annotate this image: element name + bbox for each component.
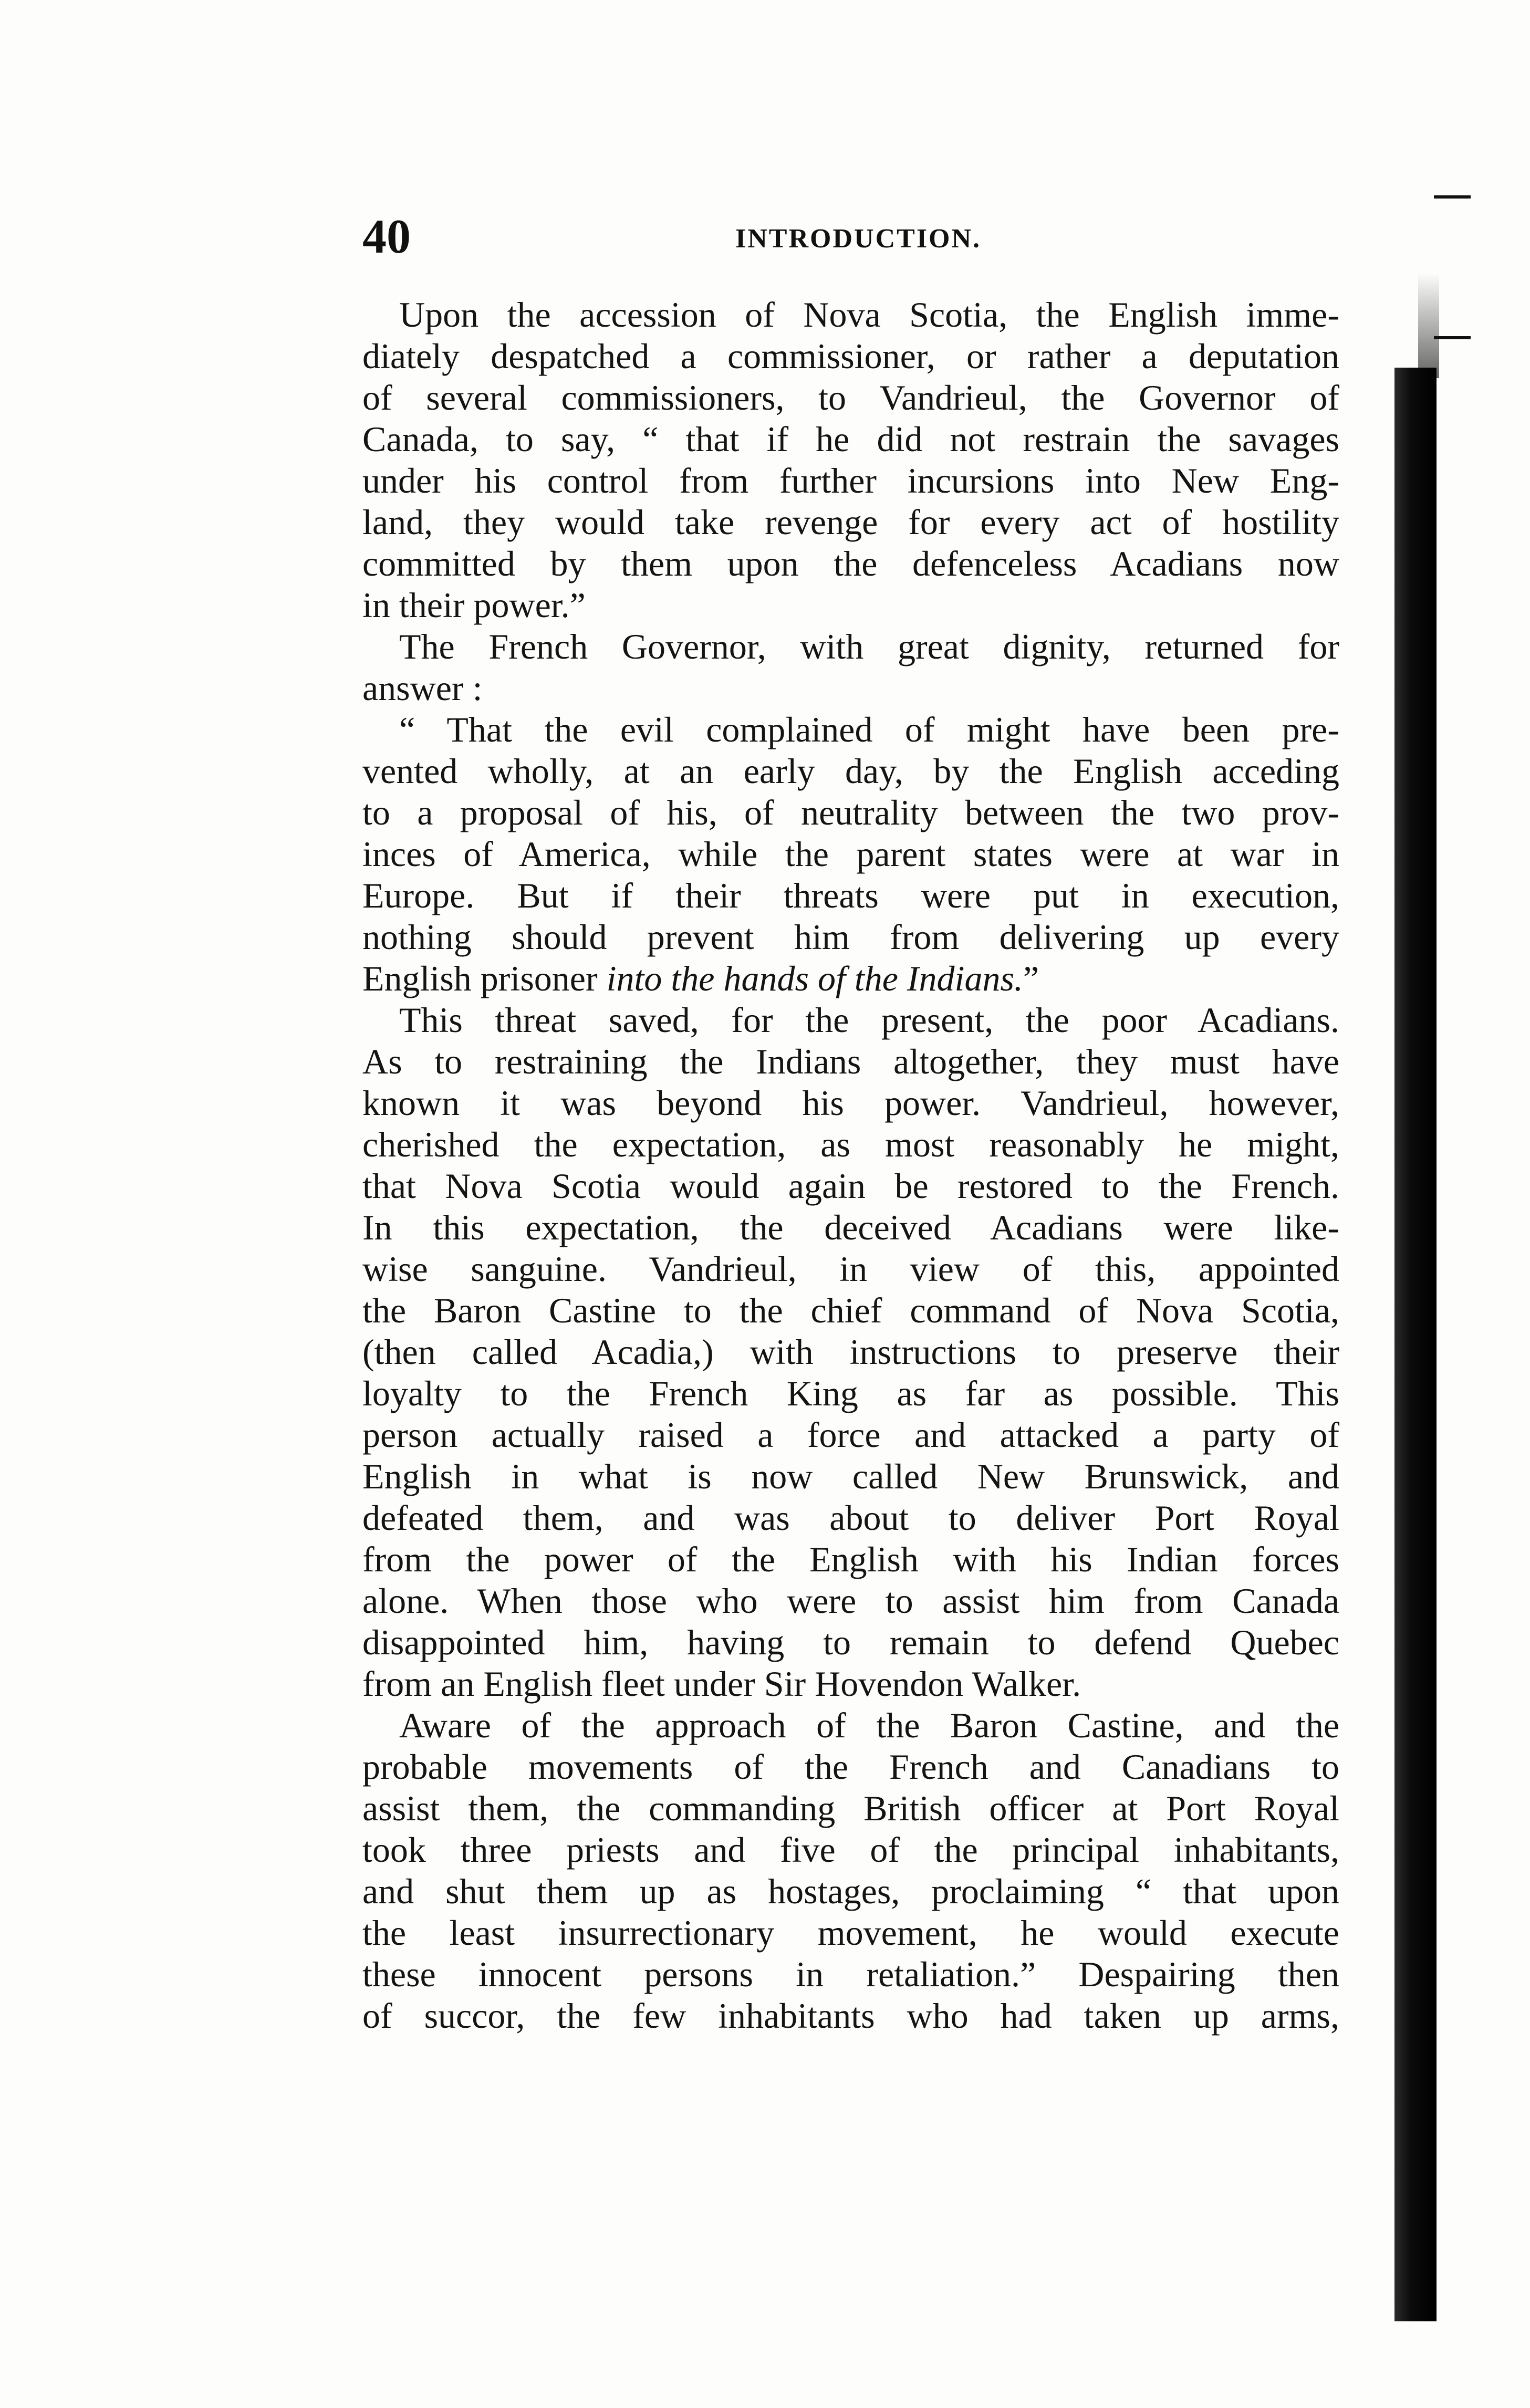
text-line: (then called Acadia,) with instructions to preserve their <box>362 1332 1339 1372</box>
text-line: In this expectation, the deceived Acadians were like- <box>362 1207 1339 1247</box>
text-line: wise sanguine. Vandrieul, in view of this, appointed <box>362 1249 1339 1289</box>
closing-quote: ” <box>1023 958 1039 998</box>
text-line: disappointed him, having to remain to defend Quebec <box>362 1622 1339 1662</box>
page-edge-shadow <box>1394 368 1437 2321</box>
page-edge-shadow-top <box>1418 273 1439 378</box>
text-line: vented wholly, at an early day, by the English acceding <box>362 751 1339 791</box>
text-line: known it was beyond his power. Vandrieul, however, <box>362 1083 1339 1123</box>
text-line: The French Governor, with great dignity, returned for <box>399 627 1339 666</box>
running-head: INTRODUCTION. <box>735 224 982 254</box>
text-line: person actually raised a force and attacked a party of <box>362 1415 1339 1455</box>
text-line: from an English fleet under Sir Hovendon Walker. <box>362 1664 1081 1704</box>
text-line: from the power of the English with his Indian forces <box>362 1539 1339 1579</box>
edge-rule-mark <box>1434 336 1471 339</box>
text-line: probable movements of the French and Canadians to <box>362 1747 1339 1787</box>
text-line: Canada, to say, “ that if he did not restrain the savages <box>362 419 1339 459</box>
text-line: committed by them upon the defenceless Acadians now <box>362 544 1339 583</box>
page-header <box>362 207 1339 270</box>
text-line: under his control from further incursions into New Eng- <box>362 461 1339 501</box>
text-line: in their power.” <box>362 585 586 625</box>
text-line: took three priests and five of the principal inhabitants, <box>362 1830 1339 1870</box>
text-fragment: English prisoner <box>362 958 598 998</box>
text-line: cherished the expectation, as most reasonably he might, <box>362 1124 1339 1164</box>
text-line: of succor, the few inhabitants who had taken up arms, <box>362 1996 1339 2036</box>
text-line: Upon the accession of Nova Scotia, the English imme- <box>399 295 1339 335</box>
text-line: answer : <box>362 668 483 708</box>
edge-rule-mark <box>1434 195 1471 199</box>
text-line: Aware of the approach of the Baron Castine, and the <box>399 1705 1339 1745</box>
page-number: 40 <box>362 210 411 263</box>
body-text <box>362 294 1339 2037</box>
text-line: diately despatched a commissioner, or rather a deputation <box>362 336 1339 376</box>
text-line: nothing should prevent him from delivering up every <box>362 917 1339 957</box>
text-line: “ That the evil complained of might have been pre- <box>399 710 1339 749</box>
text-line: to a proposal of his, of neutrality between the two prov- <box>362 793 1339 832</box>
text-line: the least insurrectionary movement, he would execute <box>362 1913 1339 1953</box>
text-line: land, they would take revenge for every act of hostility <box>362 502 1339 542</box>
text-line: and shut them up as hostages, proclaiming “ that upon <box>362 1871 1339 1911</box>
text-line: these innocent persons in retaliation.” Despairing then <box>362 1954 1339 1994</box>
text-line: the Baron Castine to the chief command of Nova Scotia, <box>362 1290 1339 1330</box>
text-line: English in what is now called New Brunswick, and <box>362 1456 1339 1496</box>
text-line: Europe. But if their threats were put in execution, <box>362 875 1339 915</box>
text-line: that Nova Scotia would again be restored to the French. <box>362 1166 1339 1206</box>
text-line: This threat saved, for the present, the poor Acadians. <box>399 1000 1339 1040</box>
text-line <box>362 958 1339 999</box>
text-line: inces of America, while the parent states were at war in <box>362 834 1339 874</box>
italic-phrase: into the hands of the Indians. <box>606 958 1023 998</box>
text-line: As to restraining the Indians altogether, they must have <box>362 1041 1339 1081</box>
text-line: assist them, the commanding British officer at Port Royal <box>362 1788 1339 1828</box>
text-line: alone. When those who were to assist him from Canada <box>362 1581 1339 1621</box>
text-line: defeated them, and was about to deliver Port Royal <box>362 1498 1339 1538</box>
text-line: loyalty to the French King as far as possible. This <box>362 1373 1339 1413</box>
text-line: of several commissioners, to Vandrieul, the Governor of <box>362 378 1339 418</box>
